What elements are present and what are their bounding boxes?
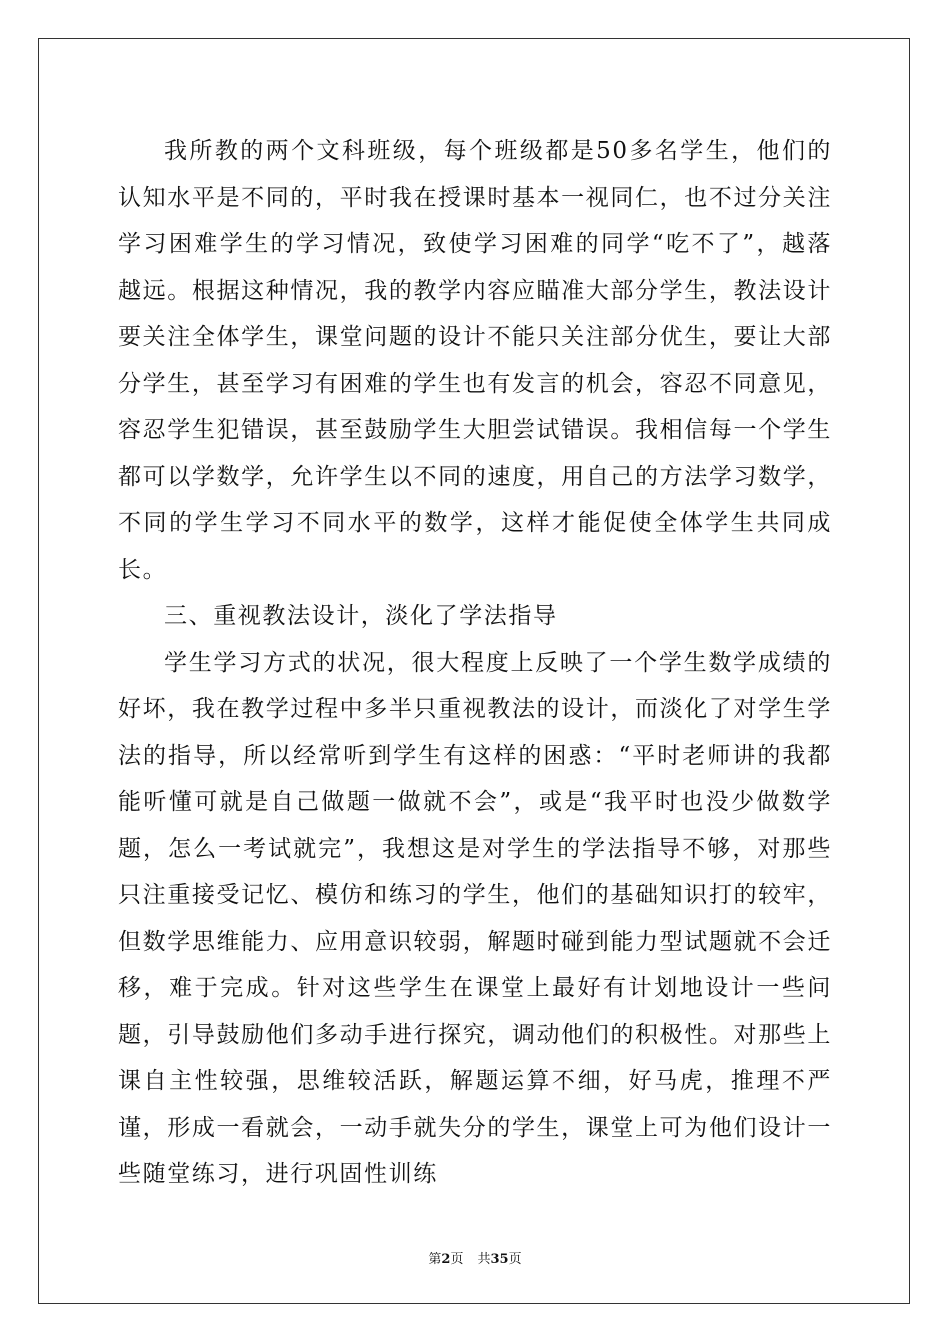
document-body xyxy=(118,128,832,1198)
page-unit: 页 xyxy=(450,1252,464,1267)
paragraph-2: 学生学习方式的状况，很大程度上反映了一个学生数学成绩的好坏，我在教学过程中多半只重视教法的设计，而淡化了对学生学法的指导，所以经常听到学生有这样的困惑：“平时老师讲的我都能听懂可就是自己做题一做就不会”，或是“我平时也没少做数学题，怎么一考试就完”，我想这是对学生的学法指导不够，对那些只注重接受记忆、模仿和练习的学生，他们的基础知识打的较牢，但数学思维能力、应用意识较弱，解题时碰到能力型试题就不会迁移，难于完成。针对这些学生在课堂上最好有计划地设计一些问题，引导鼓励他们多动手进行探究，调动他们的积极性。对那些上课自主性较强，思维较活跃，解题运算不细，好马虎，推理不严谨，形成一看就会，一动手就失分的学生，课堂上可为他们设计一些随堂练习，进行巩固性训练 xyxy=(118,649,832,1187)
page-number: 2 xyxy=(441,1252,451,1267)
page-prefix: 第 xyxy=(428,1252,442,1267)
total-prefix: 共 xyxy=(477,1252,491,1267)
total-unit: 页 xyxy=(508,1252,522,1267)
paragraph-1: 我所教的两个文科班级，每个班级都是50多名学生，他们的认知水平是不同的，平时我在授课时基本一视同仁，也不过分关注学习困难学生的学习情况，致使学习困难的同学“吃不了”，越落越远。根据这种情况，我的教学内容应瞄准大部分学生，教法设计要关注全体学生，课堂问题的设计不能只关注部分优生，要让大部分学生，甚至学习有困难的学生也有发言的机会，容忍不同意见，容忍学生犯错误，甚至鼓励学生大胆尝试错误。我相信每一个学生都可以学数学，允许学生以不同的速度，用自己的方法学习数学，不同的学生学习不同水平的数学，这样才能促使全体学生共同成长。 xyxy=(118,138,832,583)
section-heading: 三、重视教法设计，淡化了学法指导 xyxy=(164,603,558,629)
page-footer xyxy=(0,1248,950,1267)
total-pages: 35 xyxy=(490,1252,509,1267)
